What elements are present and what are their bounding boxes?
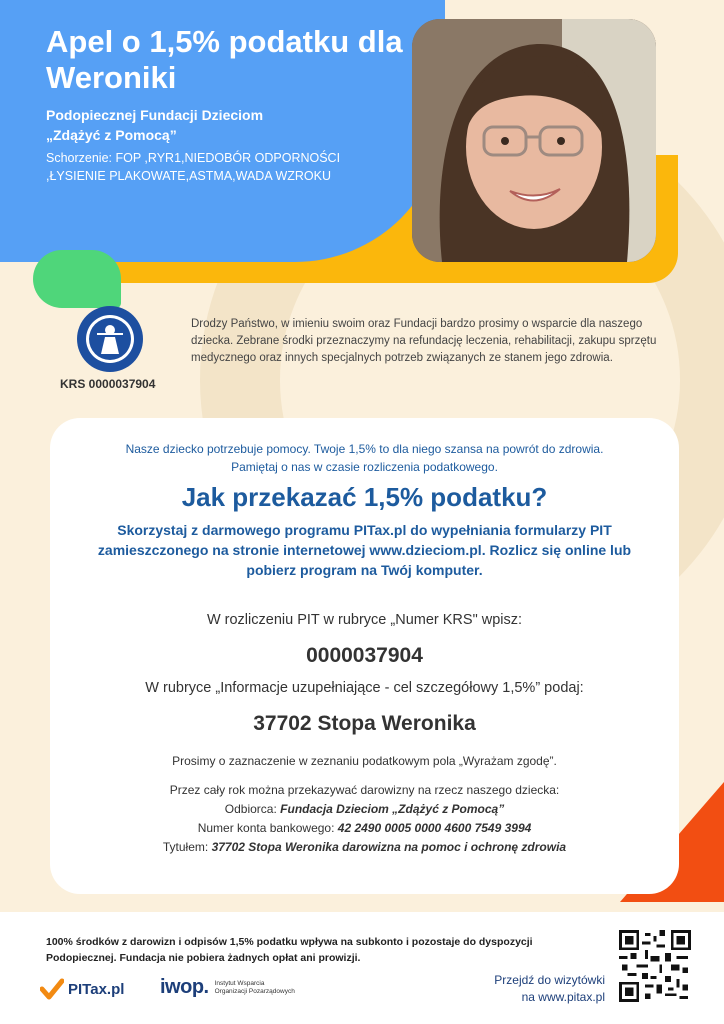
- info-instruction: W rubryce „Informacje uzupełniające - cel szczegółowy 1,5%” podaj:: [145, 680, 584, 696]
- title-row: [50, 838, 679, 857]
- account-label: Numer konta bankowego:: [197, 821, 335, 835]
- recipient-label: Odbiorca:: [224, 802, 277, 816]
- child-photo: [412, 19, 656, 262]
- foundation-seal-icon: [75, 304, 145, 374]
- footer: [0, 912, 724, 1024]
- krs-label: KRS 0000037904: [60, 377, 156, 391]
- footer-note: 100% środków z darowizn i odpisów 1,5% podatku wpływa na subkonto i pozostaje do dyspozycji Podopiecznej. Fundacja nie pobiera żadnych opłat ani prowizji.: [46, 936, 533, 964]
- target-code: 37702 Stopa Weronika: [253, 712, 476, 735]
- account-value: 42 2490 0005 0000 4600 7549 3994: [337, 821, 532, 835]
- card-intro-line-1: Nasze dziecko potrzebuje pomocy. Twoje 1,5% to dla niego szansa na powrót do zdrowia.: [125, 442, 604, 456]
- donation-info: [50, 781, 679, 857]
- foundation-logo: [75, 304, 145, 374]
- title-value: 37702 Stopa Weronika darowizna na pomoc i ochronę zdrowia: [211, 840, 567, 854]
- qr-code-icon[interactable]: [619, 930, 691, 1002]
- krs-instruction: W rozliczeniu PIT w rubryce „Numer KRS" wpisz:: [206, 612, 523, 628]
- pitax-logo[interactable]: [40, 978, 124, 1000]
- card-intro: [50, 440, 679, 476]
- appeal-text: Drodzy Państwo, w imieniu swoim oraz Fundacji bardzo prosimy o wsparcie dla naszego dziecka. Zebrane środki przeznaczymy na refundację leczenia, rehabilitacji, zakupu sprzętu medycznego oraz innych specjalnych potrzeb związanych ze stanem jego zdrowia.: [191, 318, 657, 364]
- card-title: Jak przekazać 1,5% podatku?: [181, 482, 548, 512]
- card-intro-line-2: Pamiętaj o nas w czasie rozliczenia podatkowego.: [231, 460, 498, 474]
- iwop-subtitle: [215, 980, 295, 996]
- visit-line-2: na www.pitax.pl: [521, 990, 605, 1004]
- instructions-card: [50, 418, 679, 894]
- condition-text: Schorzenie: FOP ,RYR1,NIEDOBÓR ODPORNOŚCI ,ŁYSIENIE PLAKOWATE,ASTMA,WADA WZROKU: [46, 151, 341, 183]
- iwop-logo-text: iwop.: [160, 976, 209, 998]
- decorative-green-blob: [33, 250, 121, 308]
- visit-line-1: Przejdź do wizytówki: [494, 973, 605, 987]
- title-label: Tytułem:: [162, 840, 209, 854]
- pitax-instructions: Skorzystaj z darmowego programu PITax.pl do wypełniania formularzy PIT zamieszczonego na stronie internetowej www.dzieciom.pl. Rozlicz się online lub pobierz program na Twój komputer.: [97, 522, 632, 578]
- donation-intro: Przez cały rok można przekazywać darowizny na rzecz naszego dziecka:: [169, 783, 560, 797]
- recipient-value: Fundacja Dzieciom „Zdążyć z Pomocą”: [280, 802, 505, 816]
- foundation-line-2: „Zdążyć z Pomocą”: [46, 127, 177, 143]
- pitax-logo-text: PITax.pl: [68, 980, 125, 998]
- iwop-subtitle-line-1: Instytut Wsparcia: [214, 979, 265, 987]
- portrait-illustration: [412, 19, 656, 262]
- pitax-check-icon: [40, 978, 64, 1000]
- iwop-logo[interactable]: [160, 976, 295, 999]
- foundation-subtitle: [46, 105, 416, 145]
- iwop-subtitle-line-2: Organizacji Pozarządowych: [214, 987, 295, 995]
- foundation-line-1: Podopiecznej Fundacji Dzieciom: [46, 107, 264, 123]
- consent-note: Prosimy o zaznaczenie w zeznaniu podatkowym pola „Wyrażam zgodę”.: [172, 754, 557, 768]
- krs-number: 0000037904: [306, 644, 423, 667]
- visit-pitax-link[interactable]: [470, 972, 605, 1006]
- account-row: [50, 819, 679, 838]
- recipient-row: [50, 800, 679, 819]
- page-title: Apel o 1,5% podatku dla Weroniki: [46, 24, 403, 95]
